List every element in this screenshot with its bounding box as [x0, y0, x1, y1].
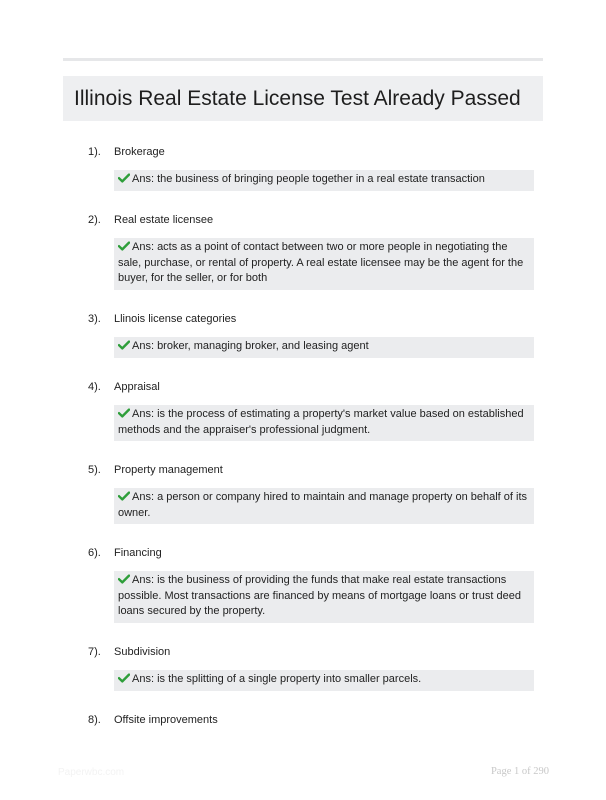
check-icon	[118, 491, 130, 501]
answer-box	[114, 571, 534, 623]
answer-box	[114, 488, 534, 524]
check-icon	[118, 574, 130, 584]
item-number: 1).	[88, 146, 101, 158]
top-divider	[63, 58, 543, 61]
item-number: 8).	[88, 714, 101, 726]
answer-box	[114, 238, 534, 290]
question-text: Llinois license categories	[114, 313, 237, 325]
answer-text: Ans: is the process of estimating a property's market value based on established methods and the appraiser's professional judgment.	[118, 408, 524, 436]
check-icon	[118, 408, 130, 418]
question-text: Property management	[114, 464, 223, 476]
item-number: 4).	[88, 381, 101, 393]
answer-text: Ans: broker, managing broker, and leasing agent	[132, 340, 369, 352]
check-icon	[118, 173, 130, 183]
page-number: Page 1 of 290	[490, 766, 549, 777]
question-text: Subdivision	[114, 646, 171, 658]
answer-text: Ans: acts as a point of contact between two or more people in negotiating the sale, purchase, or rental of property. A real estate licensee may be the agent for the buyer, for the seller, or for both	[118, 241, 524, 284]
answer-box	[114, 670, 534, 691]
answer-box	[114, 405, 534, 441]
item-number: 3).	[88, 313, 101, 325]
answer-box	[114, 337, 534, 358]
answer-box	[114, 170, 534, 191]
answer-text: Ans: is the splitting of a single property into smaller parcels.	[132, 673, 422, 685]
title-box	[63, 76, 543, 121]
footer-watermark: Paperwbc.com	[58, 767, 125, 778]
check-icon	[118, 241, 130, 251]
item-number: 6).	[88, 547, 101, 559]
answer-text: Ans: the business of bringing people together in a real estate transaction	[132, 173, 485, 185]
question-text: Brokerage	[114, 146, 165, 158]
question-text: Real estate licensee	[114, 214, 214, 226]
answer-text: Ans: is the business of providing the funds that make real estate transactions possible. Most transactions are financed by means of mortgage loans or trust deed loans secured by the property.	[118, 574, 521, 617]
answer-text: Ans: a person or company hired to maintain and manage property on behalf of its owner.	[118, 491, 528, 519]
check-icon	[118, 340, 130, 350]
item-number: 7).	[88, 646, 101, 658]
item-number: 2).	[88, 214, 101, 226]
question-text: Financing	[114, 547, 162, 559]
page-title: Illinois Real Estate License Test Already Passed	[74, 87, 521, 110]
check-icon	[118, 673, 130, 683]
question-text: Appraisal	[114, 381, 160, 393]
question-text: Offsite improvements	[114, 714, 218, 726]
item-number: 5).	[88, 464, 101, 476]
